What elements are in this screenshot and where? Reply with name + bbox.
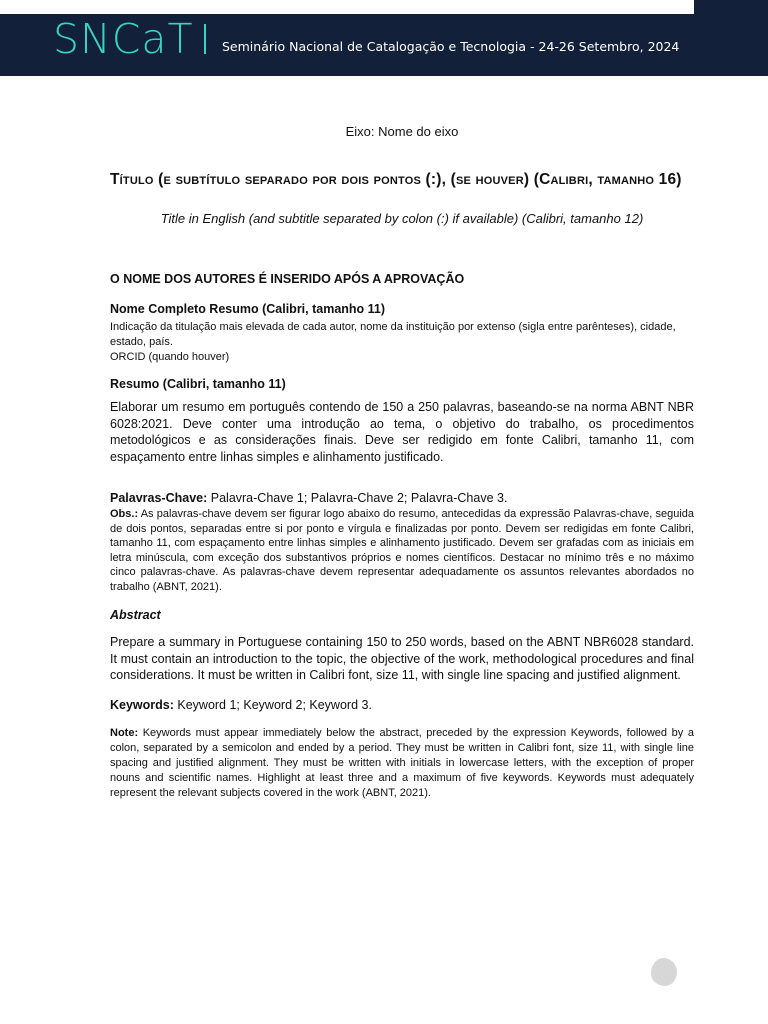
author-heading: Nome Completo Resumo (Calibri, tamanho 11) <box>110 302 386 316</box>
resumo-text: Elaborar um resumo em português contendo de 150 a 250 palavras, baseando-se na norma ABNT NBR 6028:2021. Deve conter uma introdução ao tema, o objetivo do trabalho, os procedimentos metodológicos e as considerações finais. Deve ser redigido em fonte Calibri, tamanho 11, com espaçamento entre linhas simples e alinhamento justificado. <box>110 400 694 464</box>
paper-title: Título (e subtítulo separado por dois pontos (:), (se houver) (Calibri, tamanho 16) <box>110 171 682 188</box>
abstract-heading: Abstract <box>110 608 161 622</box>
keywords-pt <box>110 491 694 505</box>
keywords-en-note <box>110 726 694 801</box>
keywords-en-value: Keyword 1; Keyword 2; Keyword 3. <box>173 697 372 712</box>
spacer <box>110 365 694 377</box>
paper-title-english: Title in English (and subtitle separated by colon (:) if available) (Calibri, tamanho 12) <box>160 211 644 226</box>
note-label: Note: <box>110 726 139 739</box>
spacer <box>110 712 694 726</box>
obs-text: As palavras-chave devem ser figurar logo abaixo do resumo, antecedidas da expressão Palavras-chave, seguida de dois pontos, separadas entre si por ponto e vírgula e finalizadas por ponto. Devem ser redigidas em fonte Calibri, tamanho 11, com espaçamento entre linhas simples e alinhamento justificado. Devem ser grafadas com as iniciais em letra minúscula, com exceção dos substantivos próprios e nomes científicos. Destacar no mínimo três e no máximo cinco palavras-chave. As palavras-chave devem representar adequadamente os assuntos relevantes abordados no trabalho (ABNT, 2021). <box>110 508 694 593</box>
page-header <box>0 0 768 76</box>
note-text: Keywords must appear immediately below the abstract, preceded by the expression Keywords, followed by a colon, separated by a semicolon and ended by a period. They must be written in Calibri font, size 11, with single line spacing and justified alignment. They must be written with initials in lowercase letters, with the exception of proper nouns and scientific names. Highlight at least three and a maximum of five keywords. Keywords must adequately represent the relevant subjects covered in the work (ABNT, 2021). <box>110 726 694 799</box>
keywords-pt-value: Palavra-Chave 1; Palavra-Chave 2; Palavra-Chave 3. <box>207 491 508 505</box>
event-title: Seminário Nacional de Catalogação e Tecnologia - 24-26 Setembro, 2024 <box>222 39 680 54</box>
spacer <box>110 684 694 698</box>
author-affiliation: Indicação da titulação mais elevada de cada autor, nome da instituição por extenso (sigla entre parênteses), cidade, estado, país. <box>110 321 676 348</box>
authors-notice: O NOME DOS AUTORES É INSERIDO APÓS A APROVAÇÃO <box>110 272 465 286</box>
abstract-text: Prepare a summary in Portuguese containing 150 to 250 words, based on the ABNT NBR6028 standard. It must contain an introduction to the topic, the objective of the work, methodological procedures and final considerations. It must be written in Calibri font, size 11, with single line spacing and justified alignment. <box>110 635 694 682</box>
spacer <box>110 594 694 608</box>
logo-separator <box>204 24 206 54</box>
author-orcid: ORCID (quando houver) <box>110 351 230 363</box>
document-body <box>110 124 694 801</box>
spacer <box>110 465 694 491</box>
page-corner-mark <box>651 958 677 986</box>
keywords-pt-observation <box>110 507 694 594</box>
keywords-pt-label: Palavras-Chave: <box>110 491 208 505</box>
keywords-en <box>110 698 694 712</box>
obs-label: Obs.: <box>110 508 139 520</box>
resumo-heading: Resumo (Calibri, tamanho 11) <box>110 377 286 391</box>
axis-label: Eixo: Nome do eixo <box>345 124 459 139</box>
sncat-logo: SNCaT <box>53 15 194 63</box>
keywords-en-label: Keywords: <box>110 697 174 712</box>
